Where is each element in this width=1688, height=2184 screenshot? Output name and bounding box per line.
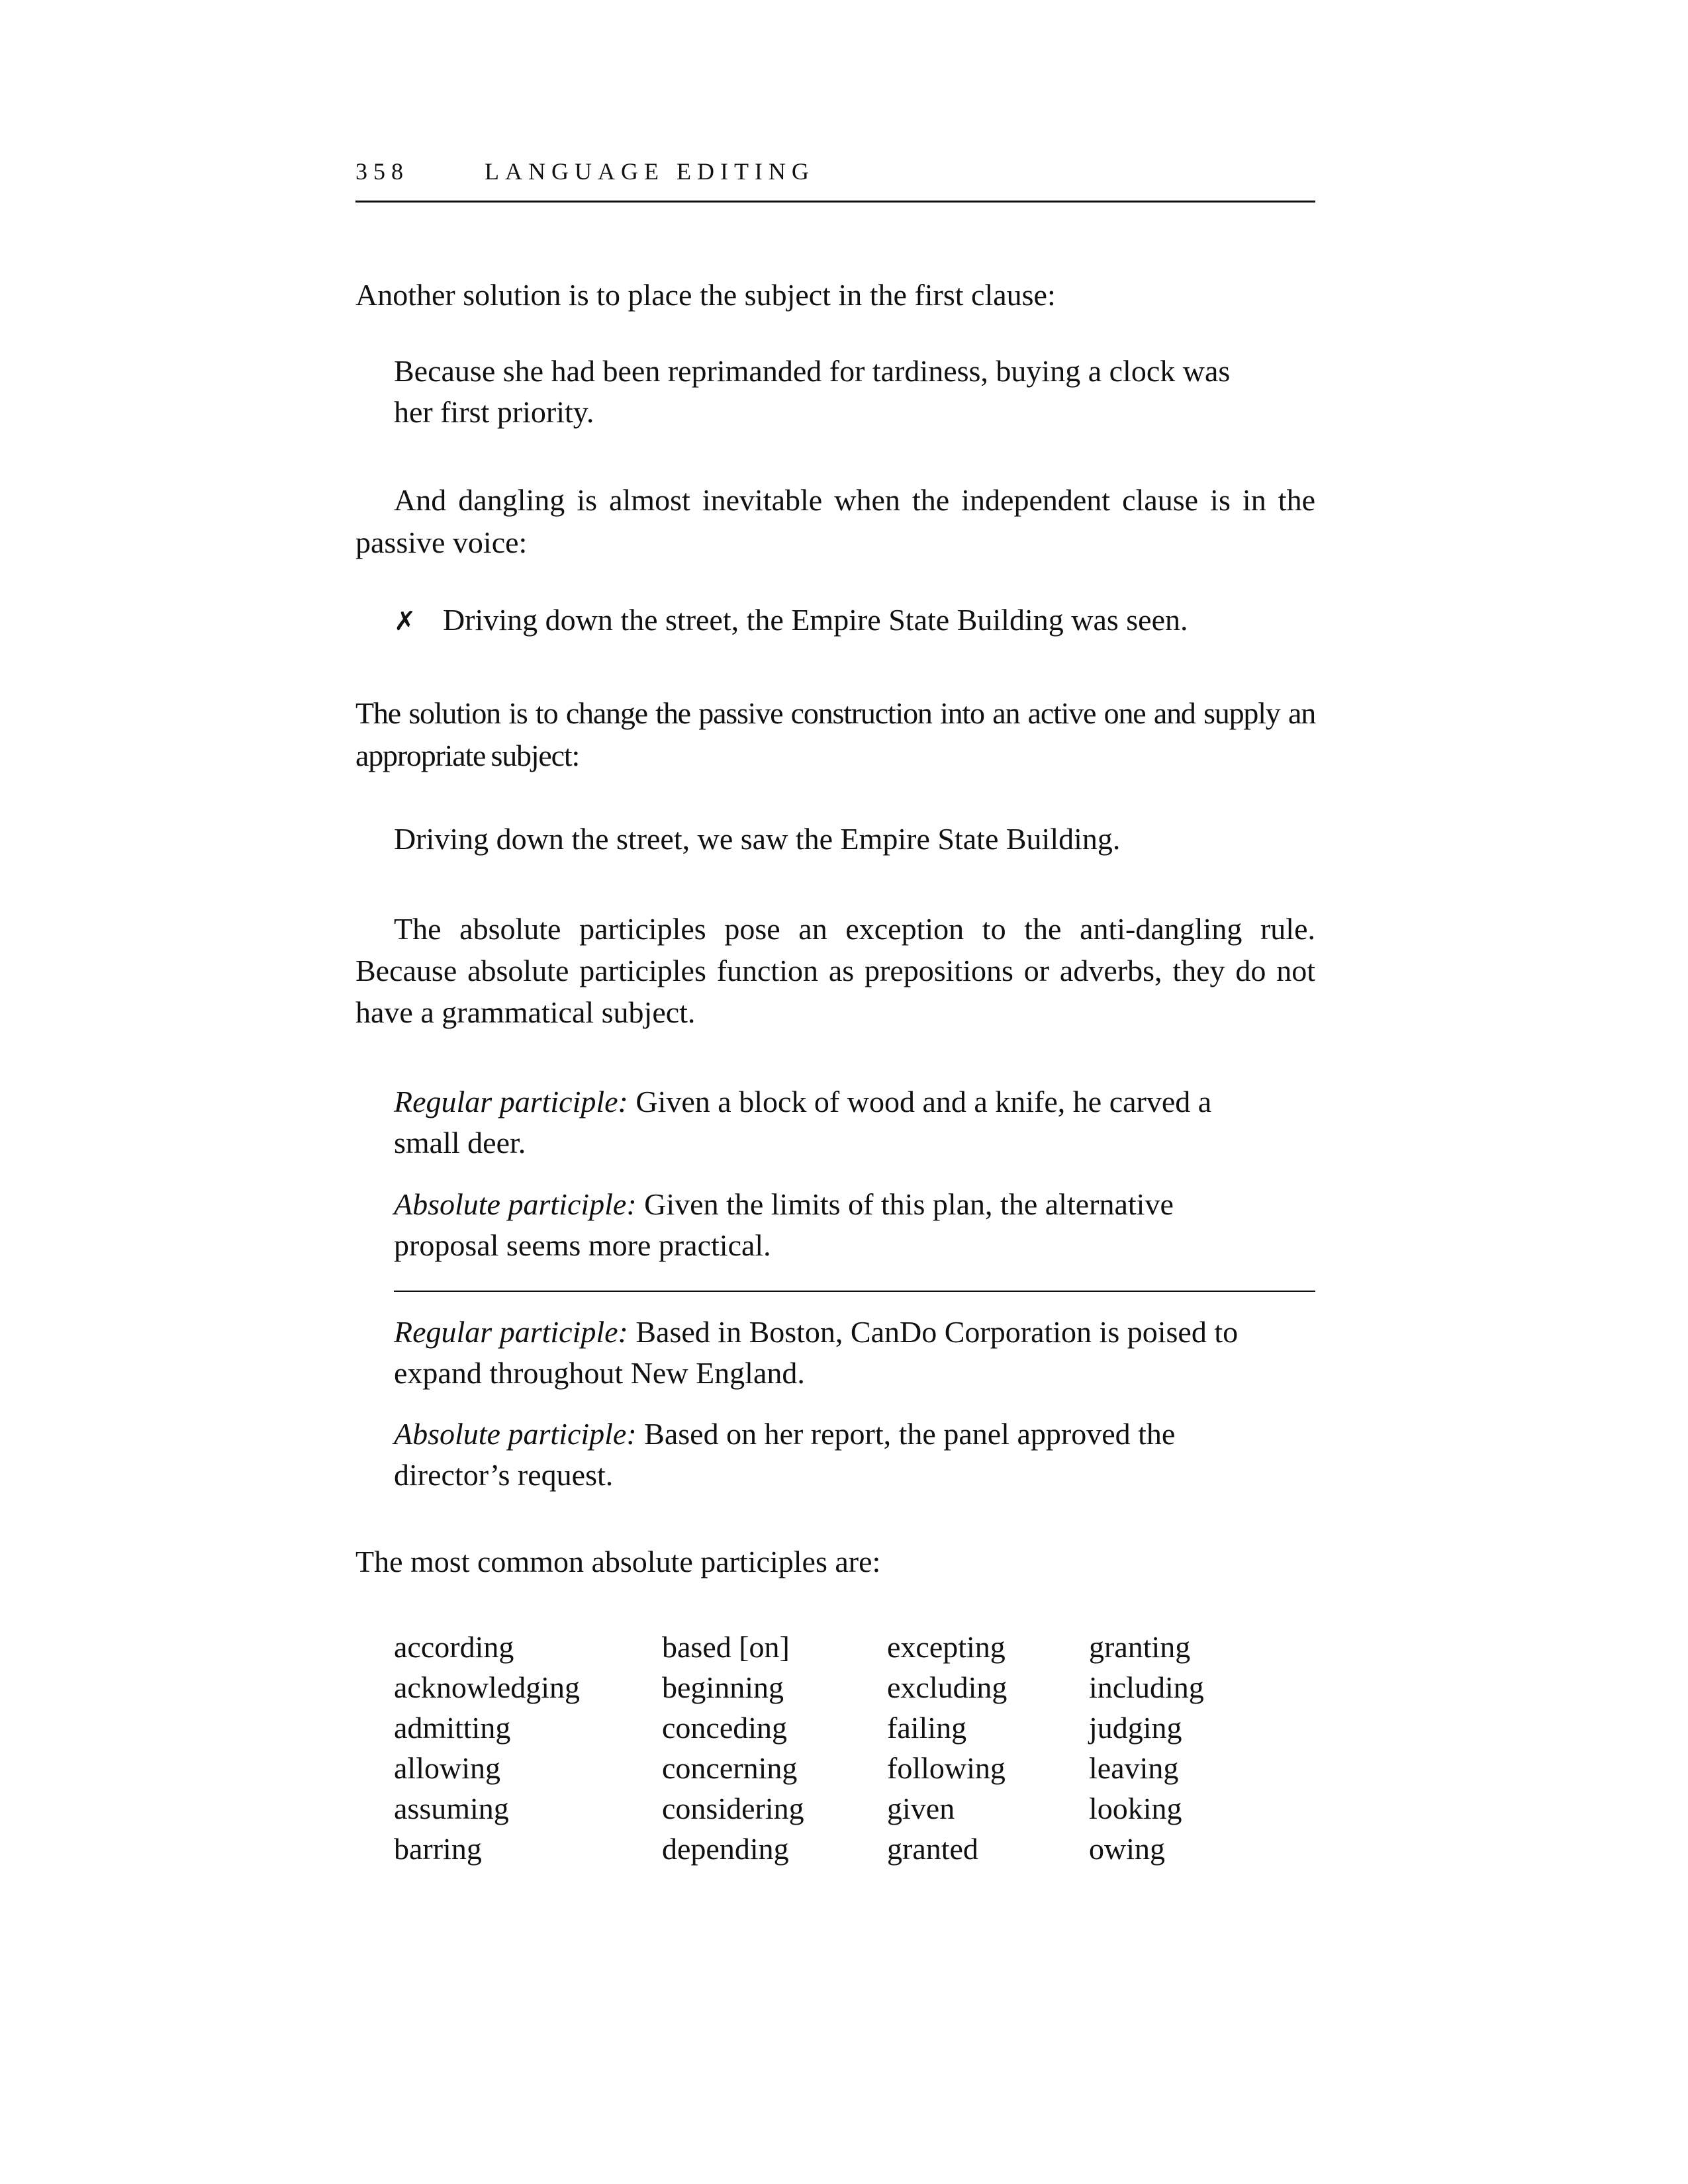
word-item: assuming <box>394 1792 509 1825</box>
example-absolute-participle-1 <box>394 1184 1248 1266</box>
word-item: considering <box>662 1792 804 1825</box>
participle-word-list <box>394 1627 1288 1869</box>
header-rule <box>355 201 1315 203</box>
paragraph-common-absolute-participles: The most common absolute participles are: <box>355 1545 881 1578</box>
word-column <box>662 1627 887 1869</box>
word-item: based [on] <box>662 1630 790 1664</box>
example-text: Given a block of wood and a knife, he carved a small deer. <box>394 1085 1212 1160</box>
word-item: including <box>1089 1670 1204 1704</box>
word-item: beginning <box>662 1670 784 1704</box>
example-incorrect-passive <box>394 600 1281 642</box>
page-number: 358 <box>355 158 409 185</box>
word-item: depending <box>662 1832 789 1866</box>
word-item: conceding <box>662 1711 788 1745</box>
example-label: Absolute participle: <box>394 1187 637 1221</box>
paragraph-passive-voice: And dangling is almost inevitable when the independent clause is in the passive voice: <box>355 483 1315 559</box>
example-divider-rule <box>394 1291 1315 1292</box>
incorrect-x-icon: ✗ <box>394 606 416 637</box>
example-regular-participle-2 <box>394 1312 1261 1394</box>
word-item: judging <box>1089 1711 1182 1745</box>
word-item: leaving <box>1089 1751 1179 1785</box>
word-item: following <box>887 1751 1006 1785</box>
running-title: LANGUAGE EDITING <box>485 158 815 185</box>
word-item: barring <box>394 1832 482 1866</box>
word-item: acknowledging <box>394 1670 581 1704</box>
word-column <box>887 1627 1089 1869</box>
example-label: Regular participle: <box>394 1085 628 1118</box>
word-item: admitting <box>394 1711 511 1745</box>
word-item: given <box>887 1792 955 1825</box>
example-text: Given the limits of this plan, the alternative proposal seems more practical. <box>394 1187 1174 1262</box>
example-regular-participle-1 <box>394 1081 1248 1163</box>
word-column <box>1089 1627 1288 1869</box>
example-text: Based on her report, the panel approved the director’s request. <box>394 1417 1176 1492</box>
example-correct-active: Driving down the street, we saw the Empire State Building. <box>394 822 1121 856</box>
example-correct-clock: Because she had been reprimanded for tardiness, buying a clock was her first priority. <box>394 354 1231 429</box>
word-item: granted <box>887 1832 978 1866</box>
word-item: according <box>394 1630 514 1664</box>
paragraph-absolute-participles: The absolute participles pose an exception to the anti-dangling rule. Because absolute participles function as prepositions or adverbs, they do not have a grammatical subject. <box>355 912 1315 1029</box>
word-item: looking <box>1089 1792 1182 1825</box>
word-item: owing <box>1089 1832 1165 1866</box>
example-label: Absolute participle: <box>394 1417 637 1451</box>
word-item: granting <box>1089 1630 1191 1664</box>
word-item: excluding <box>887 1670 1008 1704</box>
paragraph-subject-first-clause: Another solution is to place the subject in the first clause: <box>355 278 1056 312</box>
word-column <box>394 1627 662 1869</box>
example-absolute-participle-2 <box>394 1414 1261 1496</box>
word-item: excepting <box>887 1630 1006 1664</box>
example-text: Based in Boston, CanDo Corporation is poised to expand throughout New England. <box>394 1315 1239 1390</box>
word-item: failing <box>887 1711 967 1745</box>
example-label: Regular participle: <box>394 1315 628 1349</box>
example-incorrect-text: Driving down the street, the Empire State Building was seen. <box>443 603 1188 637</box>
word-item: concerning <box>662 1751 798 1785</box>
paragraph-active-solution: The solution is to change the passive construction into an active one and supply an appropriate subject: <box>355 696 1315 772</box>
word-item: allowing <box>394 1751 500 1785</box>
running-head <box>355 158 1315 204</box>
